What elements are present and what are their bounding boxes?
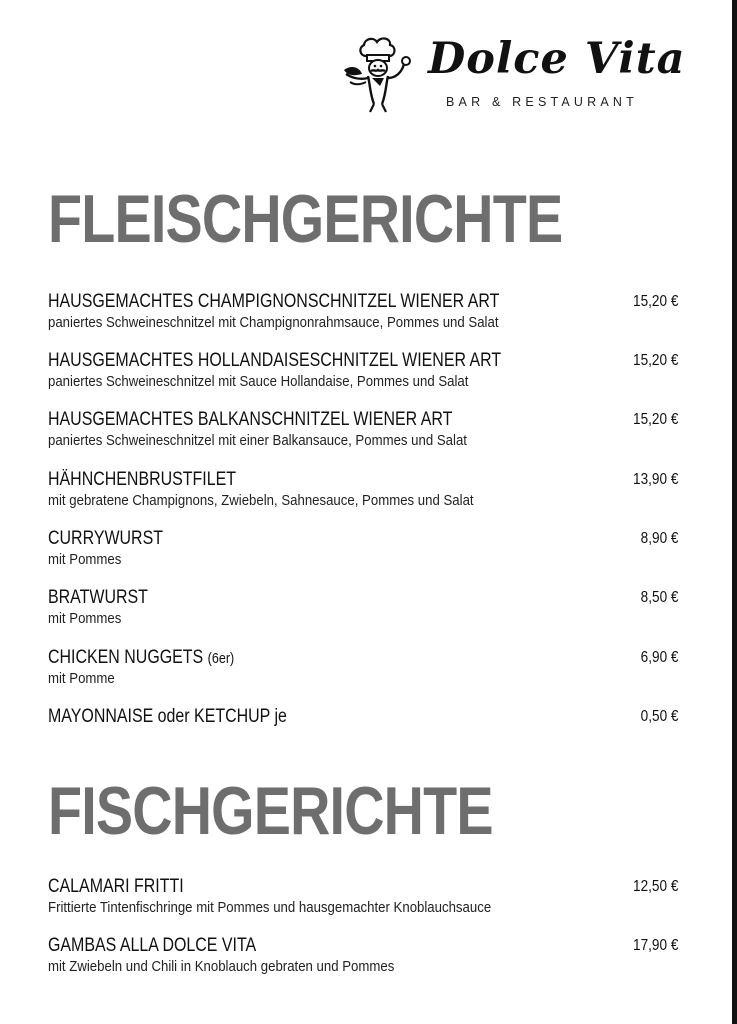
brand-subtitle: BAR & RESTAURANT	[446, 95, 638, 109]
menu-item	[48, 409, 682, 459]
item-description: mit Pomme	[48, 670, 115, 687]
item-description: paniertes Schweineschnitzel mit Champignonrahmsauce, Pommes und Salat	[48, 314, 499, 331]
menu-item	[48, 706, 682, 756]
menu-item	[48, 876, 682, 926]
item-price: 8,50 €	[640, 589, 678, 606]
item-name	[48, 647, 234, 670]
menu-item	[48, 935, 682, 985]
item-name: CALAMARI FRITTI	[48, 876, 184, 897]
restaurant-logo	[340, 30, 685, 115]
item-price: 15,20 €	[632, 293, 678, 310]
item-name: GAMBAS ALLA DOLCE VITA	[48, 935, 257, 956]
item-price: 0,50 €	[640, 708, 678, 725]
menu-item	[48, 291, 682, 341]
item-name: HAUSGEMACHTES HOLLANDAISESCHNITZEL WIENER ART	[48, 350, 502, 371]
section-title-fischgerichte: FISCHGERICHTE	[48, 773, 493, 849]
menu-item	[48, 350, 682, 400]
item-name: HAUSGEMACHTES BALKANSCHNITZEL WIENER ART	[48, 409, 453, 430]
item-description: paniertes Schweineschnitzel mit Sauce Hollandaise, Pommes und Salat	[48, 373, 469, 390]
item-price: 15,20 €	[632, 352, 678, 369]
item-price: 12,50 €	[632, 878, 678, 895]
item-name-text: CHICKEN NUGGETS	[48, 647, 204, 668]
item-description: mit Zwiebeln und Chili in Knoblauch gebraten und Pommes	[48, 958, 395, 975]
item-name: HÄHNCHENBRUSTFILET	[48, 469, 237, 490]
item-name: BRATWURST	[48, 587, 148, 608]
item-price: 8,90 €	[640, 530, 678, 547]
item-name: CURRYWURST	[48, 528, 163, 549]
item-price: 17,90 €	[632, 937, 678, 954]
page-edge-bar	[732, 0, 737, 1024]
item-description: mit Pommes	[48, 551, 122, 568]
menu-item	[48, 647, 682, 697]
brand-name: Dolce Vita	[428, 34, 686, 84]
menu-item	[48, 587, 682, 637]
item-description: mit Pommes	[48, 610, 122, 627]
item-description: mit gebratene Champignons, Zwiebeln, Sahnesauce, Pommes und Salat	[48, 492, 474, 509]
item-name: HAUSGEMACHTES CHAMPIGNONSCHNITZEL WIENER ART	[48, 291, 500, 312]
menu-item	[48, 528, 682, 578]
chef-icon	[340, 34, 420, 114]
item-price: 6,90 €	[640, 649, 678, 666]
item-name: MAYONNAISE oder KETCHUP je	[48, 706, 287, 727]
item-price: 13,90 €	[632, 471, 678, 488]
menu-item	[48, 469, 682, 519]
item-price: 15,20 €	[632, 411, 678, 428]
item-description: Frittierte Tintenfischringe mit Pommes und hausgemachter Knoblauchsauce	[48, 899, 492, 916]
item-description: paniertes Schweineschnitzel mit einer Balkansauce, Pommes und Salat	[48, 432, 467, 449]
item-name-suffix: (6er)	[207, 650, 235, 667]
section-title-fleischgerichte: FLEISCHGERICHTE	[48, 181, 563, 257]
